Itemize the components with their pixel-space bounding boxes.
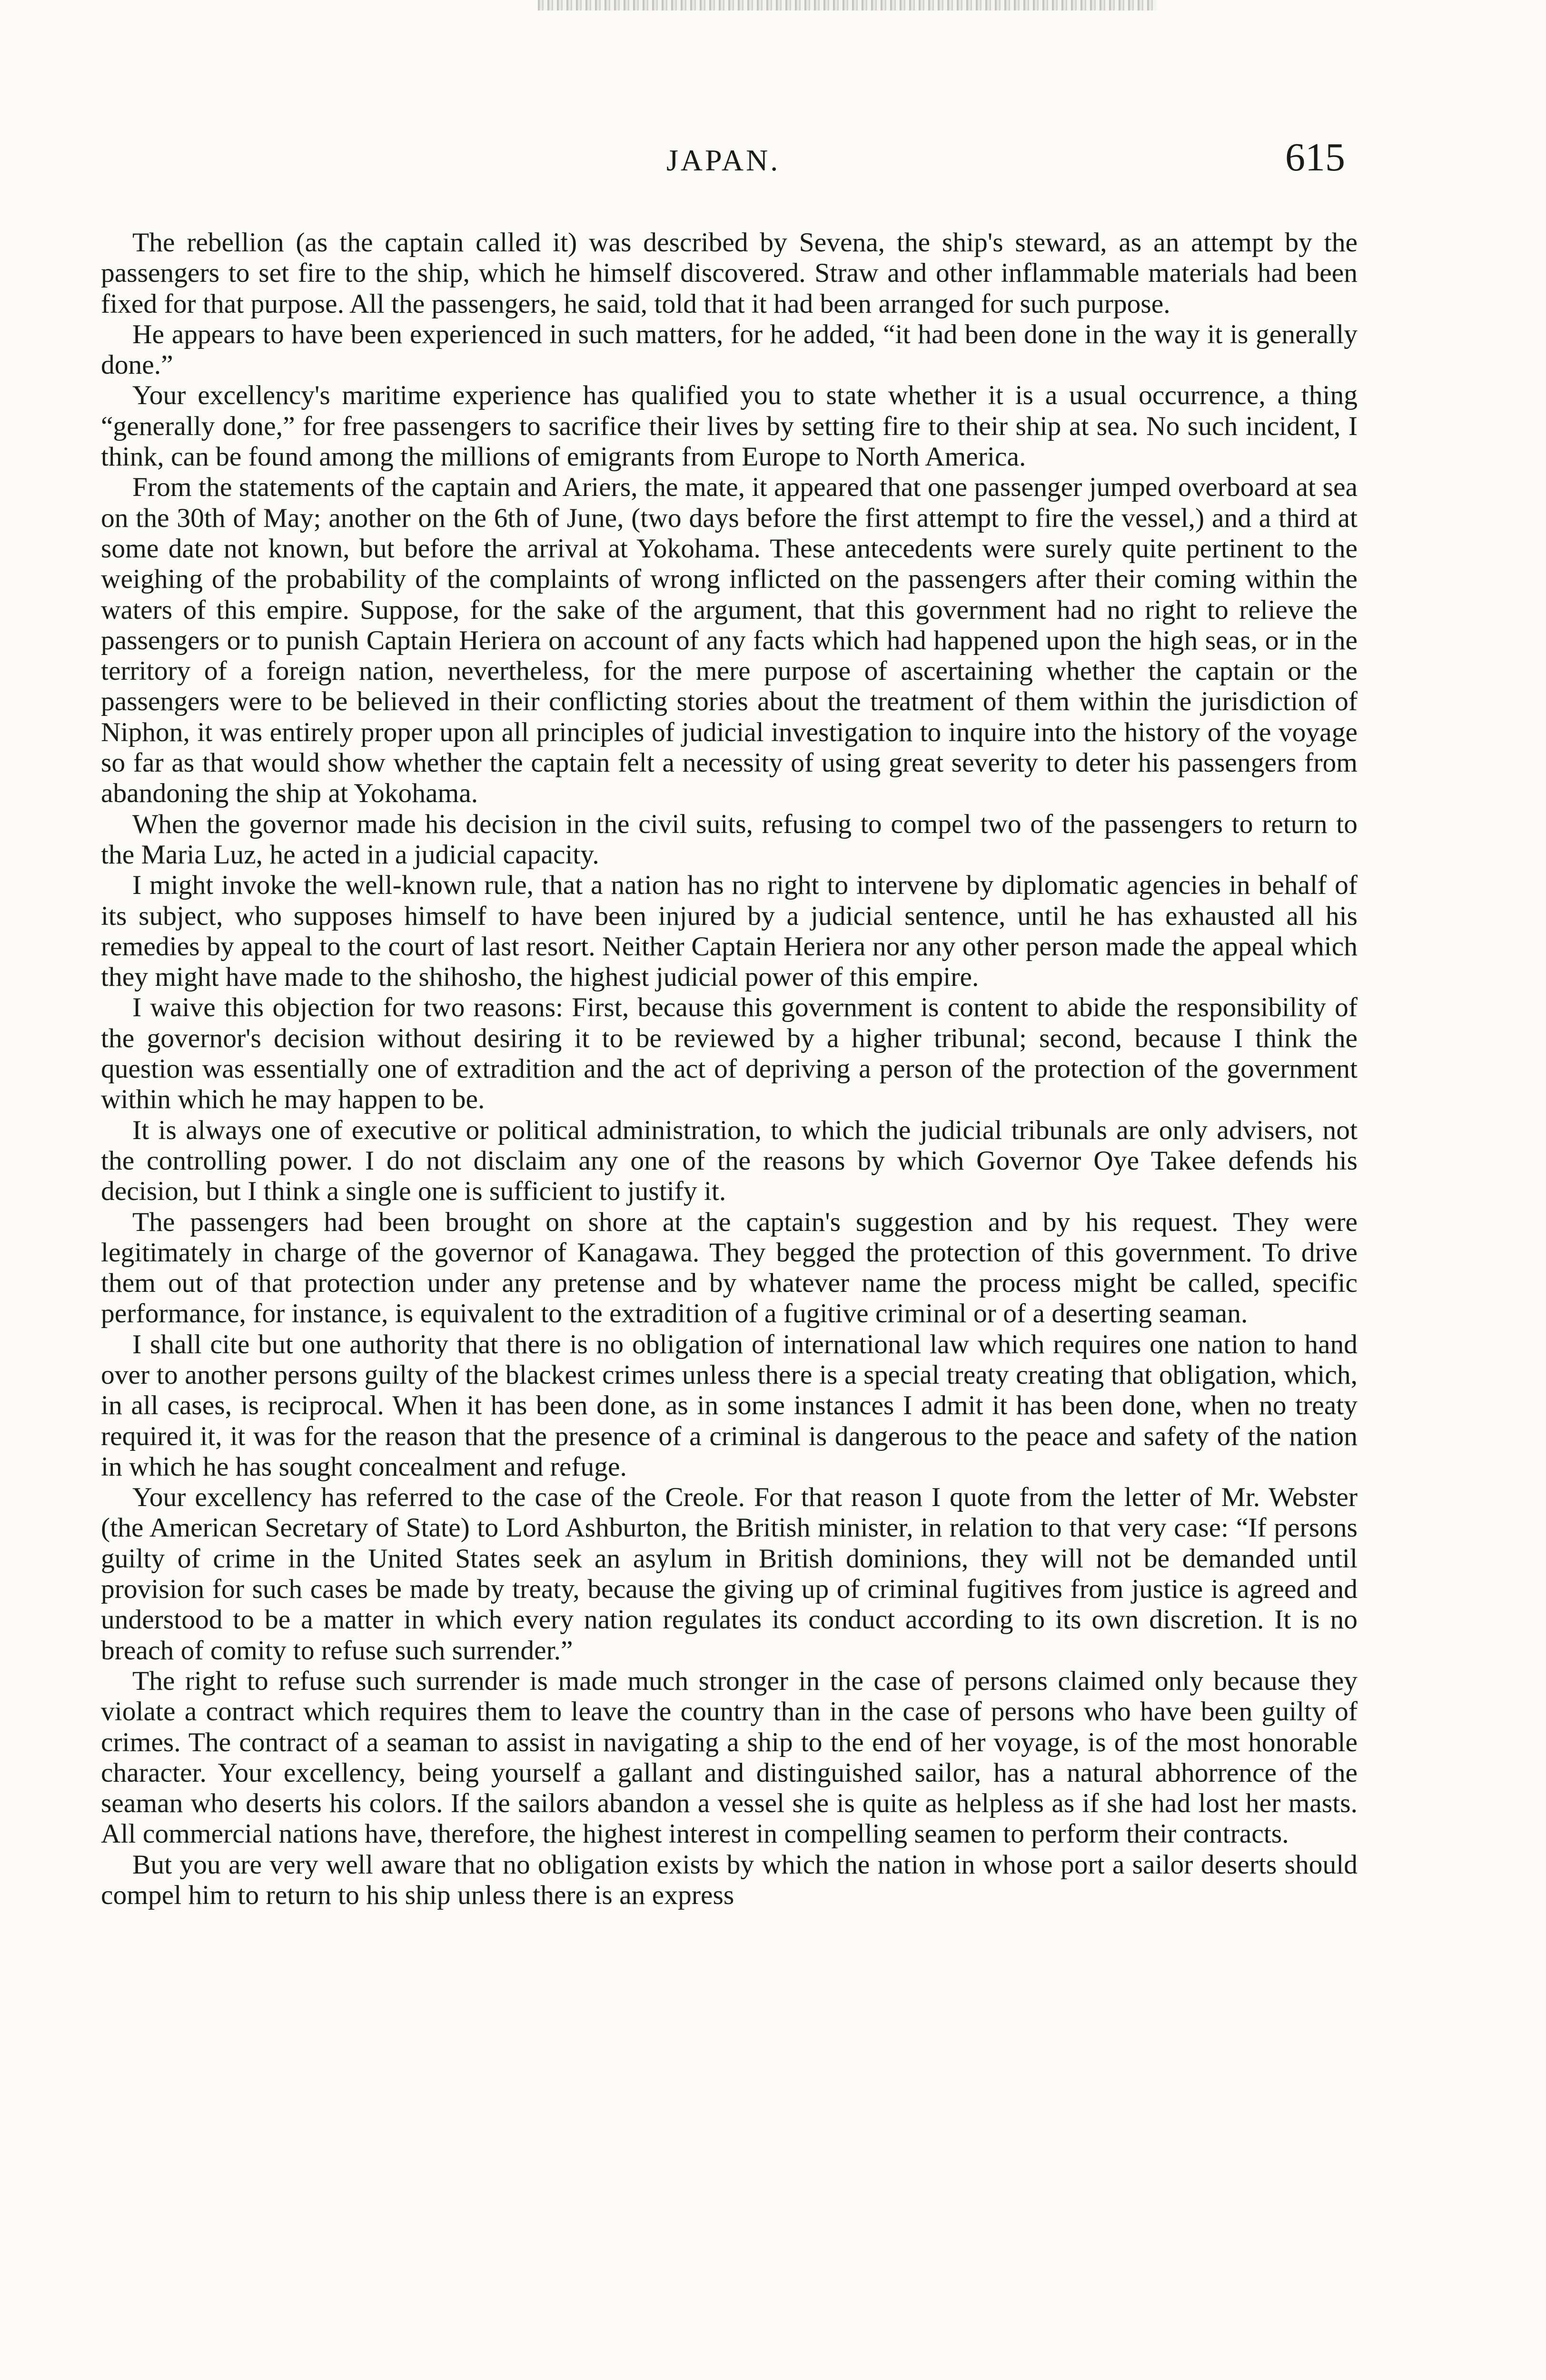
- paragraph: It is always one of executive or political administration, to which the judicial tribunals are only advisers, not the controlling power. I do not disclaim any one of the reasons by which Governor Oye Takee defends his decision, but I think a single one is sufficient to justify it.: [101, 1115, 1358, 1207]
- running-title: JAPAN.: [666, 143, 781, 177]
- paragraph: The rebellion (as the captain called it) was described by Sevena, the ship's steward, as an attempt by the passengers to set fire to the ship, which he himself discovered. Straw and other inflammable materials had been fixed for that purpose. All the passengers, he said, told that it had been arranged for such purpose.: [101, 228, 1358, 319]
- paragraph: Your excellency's maritime experience has qualified you to state whether it is a usual occurrence, a thing “generally done,” for free passengers to sacrifice their lives by setting fire to their ship at sea. No such incident, I think, can be found among the millions of emigrants from Europe to North America.: [101, 380, 1358, 472]
- paragraph: I waive this objection for two reasons: First, because this government is content to abide the responsibility of the governor's decision without desiring it to be reviewed by a higher tribunal; second, because I think the question was essentially one of extradition and the act of depriving a person of the protection of the government within which he may happen to be.: [101, 992, 1358, 1115]
- paragraph: I might invoke the well-known rule, that a nation has no right to intervene by diplomatic agencies in behalf of its subject, who supposes himself to have been injured by a judicial sentence, until he has exhausted all his remedies by appeal to the court of last resort. Neither Captain Heriera nor any other person made the appeal which they might have made to the shihosho, the highest judicial power of this empire.: [101, 870, 1358, 992]
- paragraph: The passengers had been brought on shore at the captain's suggestion and by his request. They were legitimately in charge of the governor of Kanagawa. They begged the protection of this government. To drive them out of that protection under any pretense and by whatever name the process might be called, specific performance, for instance, is equivalent to the extradition of a fugitive criminal or of a deserting seaman.: [101, 1207, 1358, 1329]
- paragraph: From the statements of the captain and Ariers, the mate, it appeared that one passenger jumped overboard at sea on the 30th of May; another on the 6th of June, (two days before the first attempt to fire the vessel,) and a third at some date not known, but before the arrival at Yokohama. These antecedents were surely quite pertinent to the weighing of the probability of the complaints of wrong inflicted on the passengers after their coming within the waters of this empire. Suppose, for the sake of the argument, that this government had no right to relieve the passengers or to punish Captain Heriera on account of any facts which had happened upon the high seas, or in the territory of a foreign nation, nevertheless, for the mere purpose of ascertaining whether the captain or the passengers were to be believed in their conflicting stories about the treatment of them within the jurisdiction of Niphon, it was entirely proper upon all principles of judicial investigation to inquire into the history of the voyage so far as that would show whether the captain felt a necessity of using great severity to deter his passengers from abandoning the ship at Yokohama.: [101, 472, 1358, 809]
- scan-artifact: [538, 0, 1157, 10]
- paragraph: Your excellency has referred to the case of the Creole. For that reason I quote from the letter of Mr. Webster (the American Secretary of State) to Lord Ashburton, the British minister, in relation to that very case: “If persons guilty of crime in the United States seek an asylum in British dominions, they will not be demanded until provision for such cases be made by treaty, because the giving up of criminal fugitives from justice is agreed and understood to be a matter in which every nation regulates its conduct according to its own discretion. It is no breach of comity to refuse such surrender.”: [101, 1482, 1358, 1666]
- paragraph: I shall cite but one authority that there is no obligation of international law which requires one nation to hand over to another persons guilty of the blackest crimes unless there is a special treaty creating that obligation, which, in all cases, is reciprocal. When it has been done, as in some instances I admit it has been done, when no treaty required it, it was for the reason that the presence of a criminal is dangerous to the peace and safety of the nation in which he has sought concealment and refuge.: [101, 1329, 1358, 1482]
- paragraph: He appears to have been experienced in such matters, for he added, “it had been done in the way it is generally done.”: [101, 319, 1358, 380]
- paragraph: But you are very well aware that no obligation exists by which the nation in whose port a sailor deserts should compel him to return to his ship unless there is an express: [101, 1849, 1358, 1911]
- page-number: 615: [1285, 135, 1345, 179]
- paragraph: The right to refuse such surrender is made much stronger in the case of persons claimed only because they violate a contract which requires them to leave the country than in the case of persons who have been guilty of crimes. The contract of a seaman to assist in navigating a ship to the end of her voyage, is of the most honorable character. Your excellency, being yourself a gallant and distinguished sailor, has a natural abhorrence of the seaman who deserts his colors. If the sailors abandon a vessel she is quite as helpless as if she had lost her masts. All commercial nations have, therefore, the highest interest in compelling seamen to perform their contracts.: [101, 1666, 1358, 1849]
- body-text: [101, 228, 1358, 2380]
- paragraph: When the governor made his decision in the civil suits, refusing to compel two of the passengers to return to the Maria Luz, he acted in a judicial capacity.: [101, 809, 1358, 870]
